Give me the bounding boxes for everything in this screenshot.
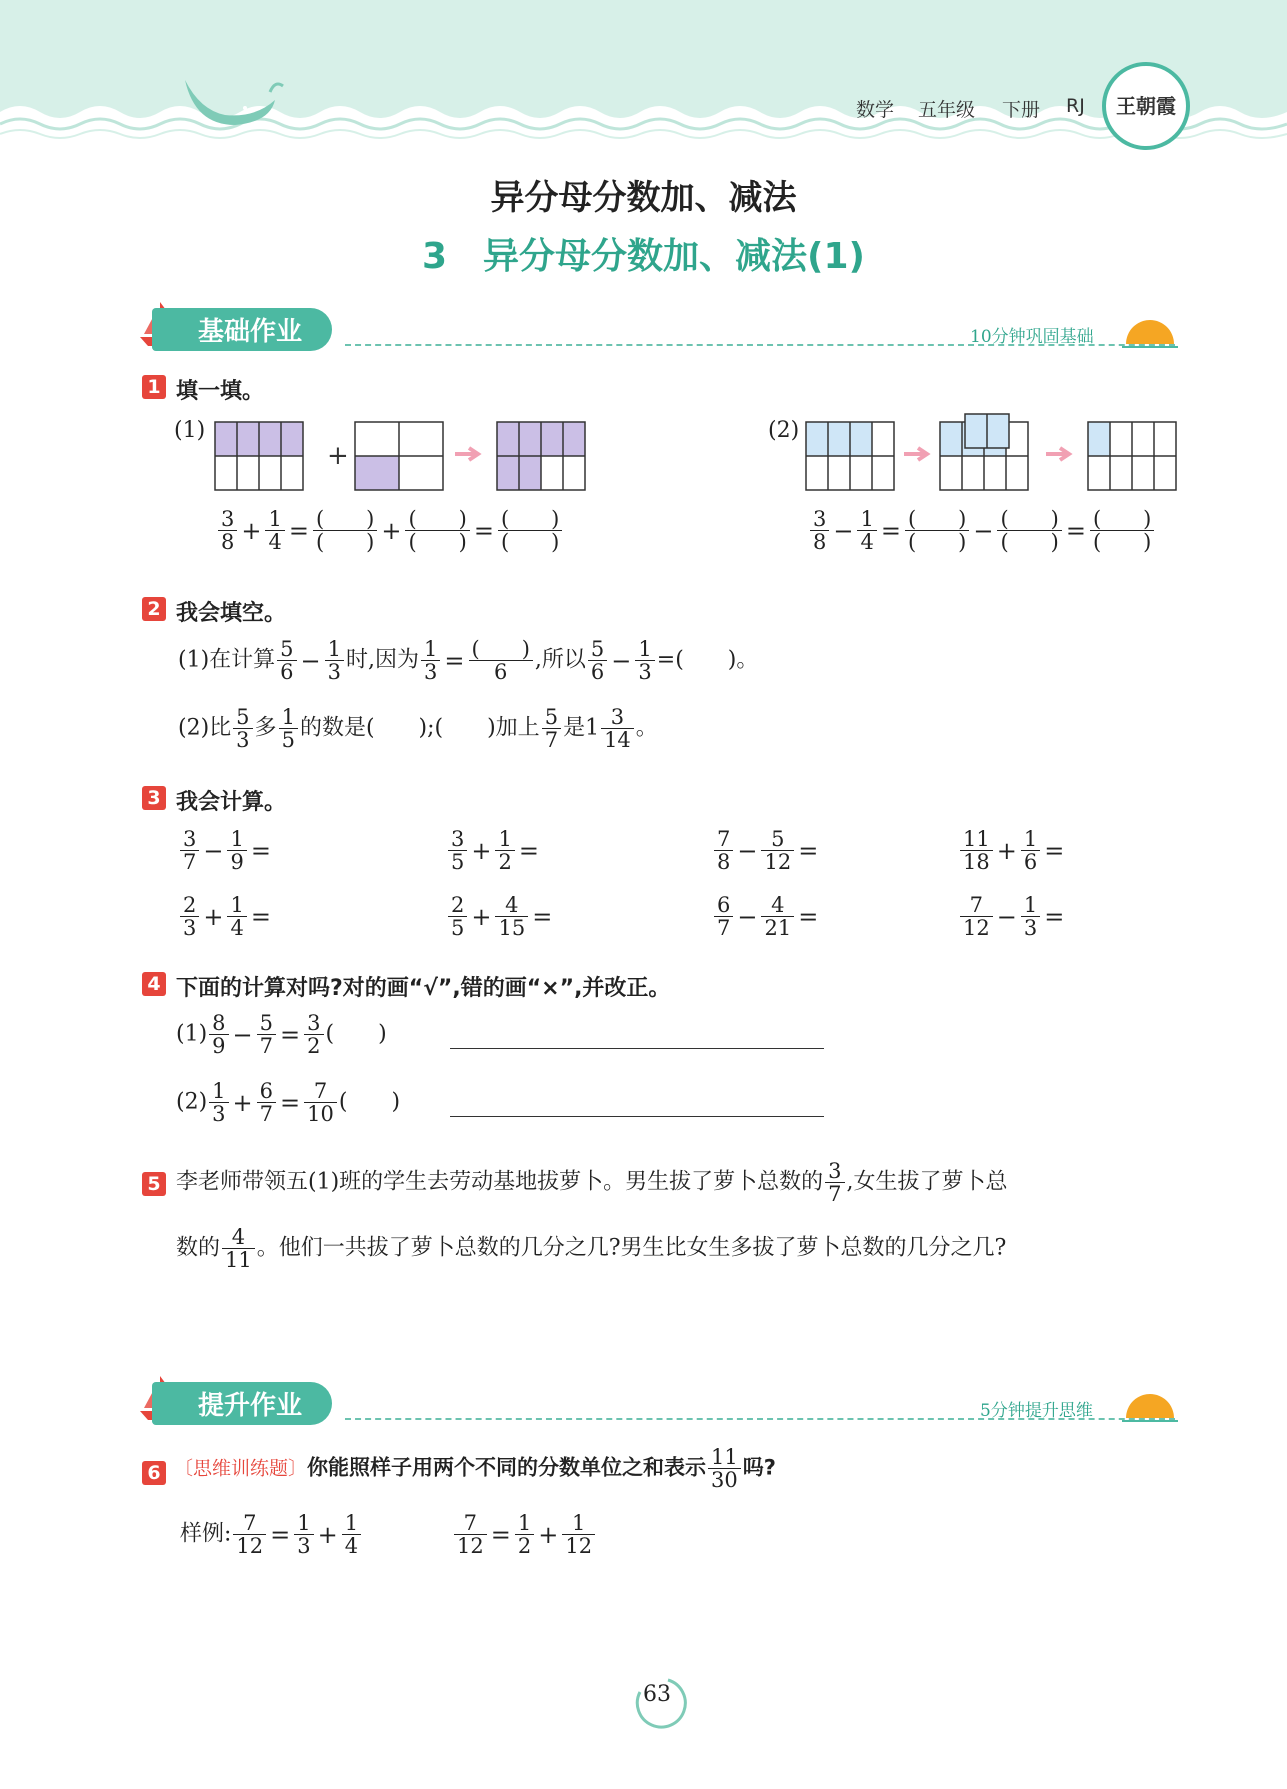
whale-icon	[175, 70, 285, 130]
q3-calc-item: $\frac{3}{7}$ − $\frac{1}{9}$ =	[178, 828, 273, 873]
check-blank[interactable]: ( )	[325, 1021, 387, 1047]
question-1-title: 填一填。	[176, 379, 265, 404]
volume-label: 下册	[1002, 99, 1041, 121]
question-3-title: 我会计算。	[176, 790, 287, 815]
question-4-number: 4	[142, 972, 166, 996]
q6-prompt: 〔思维训练题〕你能照样子用两个不同的分数单位之和表示 $\frac{11}{30}$ 吗?	[174, 1445, 776, 1493]
svg-text:+: +	[327, 441, 349, 471]
answer-blank[interactable]: ( ) ( )	[997, 508, 1061, 553]
question-2-title: 我会填空。	[176, 601, 287, 626]
q1-part1-diagram	[210, 418, 600, 492]
edition-label: RJ	[1066, 95, 1085, 117]
answer-blank[interactable]: ( ) 6	[469, 638, 533, 683]
question-3-number: 3	[142, 786, 166, 810]
q3-calc-item: $\frac{3}{5}$ + $\frac{1}{2}$ =	[446, 828, 541, 873]
q3-calc-item: $\frac{6}{7}$ − $\frac{4}{21}$ =	[712, 894, 820, 939]
q6-example-1: 样例: $\frac{7}{12}$ = $\frac{1}{3}$ + $\frac{1}{4}$	[180, 1512, 363, 1557]
page-title: 异分母分数加、减法	[490, 178, 797, 218]
section-basic-note: 10分钟巩固基础	[970, 327, 1094, 347]
check-blank[interactable]: ( )	[338, 1089, 401, 1115]
brand-logo: 王朝霞	[1102, 62, 1190, 150]
question-5-number: 5	[142, 1172, 166, 1196]
lesson-title: 3 异分母分数加、减法(1)	[421, 236, 865, 277]
q3-calc-item: $\frac{7}{8}$ − $\frac{5}{12}$ =	[712, 828, 820, 873]
q3-calc-item: $\frac{2}{5}$ + $\frac{4}{15}$ =	[446, 894, 554, 939]
section-basic-label: 基础作业	[152, 308, 332, 351]
q1-part1-label: (1)	[174, 418, 206, 443]
q1-part1-equation: $\frac{3}{8}$ + $\frac{1}{4}$ = ( ) ( ) + ( ) ( ) = ( ) ( )	[216, 508, 564, 553]
answer-blank[interactable]: ( ) ( )	[1090, 508, 1154, 553]
section-advanced-label: 提升作业	[152, 1382, 332, 1425]
question-2-number: 2	[142, 597, 166, 621]
grade-label: 五年级	[918, 99, 976, 121]
subject-label: 数学	[856, 99, 895, 121]
q1-part2-equation: $\frac{3}{8}$ − $\frac{1}{4}$ = ( ) ( ) − ( ) ( ) = ( ) ( )	[808, 508, 1156, 553]
q6-example-2: $\frac{7}{12}$ = $\frac{1}{2}$ + $\frac{1}{12}$	[452, 1512, 597, 1557]
sunset-icon	[1120, 1384, 1180, 1424]
q2-line-2: (2)比 $\frac{5}{3}$ 多 $\frac{1}{5}$ 的数是( );( )加上 $\frac{5}{7}$ 是1 $\frac{3}{14}$ 。	[178, 705, 658, 753]
q3-calc-item: $\frac{11}{18}$ + $\frac{1}{6}$ =	[958, 828, 1066, 873]
q5-text-line-2: 数的 $\frac{4}{11}$ 。他们一共拔了萝卜总数的几分之几?男生比女生多拔了萝卜总数的几分之几?	[176, 1225, 1007, 1273]
q2-line-1: (1)在计算 $\frac{5}{6}$ − $\frac{1}{3}$ 时,因为 $\frac{1}{3}$ = ( ) 6 ,所以 $\frac{5}{6}$ − $\frac{1}{3}$ =( )。	[178, 637, 759, 685]
q1-part2-diagram	[803, 410, 1188, 492]
question-4-title: 下面的计算对吗?对的画“√”,错的画“×”,并改正。	[176, 976, 671, 1001]
answer-blank[interactable]: ( ) ( )	[405, 508, 469, 553]
question-1-number: 1	[142, 375, 166, 399]
question-6-number: 6	[142, 1461, 166, 1485]
answer-blank[interactable]: ( ) ( )	[313, 508, 377, 553]
q3-calc-item: $\frac{2}{3}$ + $\frac{1}{4}$ =	[178, 894, 273, 939]
q6-tag: 〔思维训练题〕	[174, 1457, 308, 1480]
section-advanced-note: 5分钟提升思维	[980, 1401, 1093, 1421]
q4-item-2: (2) $\frac{1}{3}$ + $\frac{6}{7}$ = $\frac{7}{10}$ ( )	[176, 1079, 401, 1127]
page-number: 63	[643, 1682, 671, 1707]
correction-line[interactable]	[450, 1048, 824, 1049]
q5-text-line-1: 李老师带领五(1)班的学生去劳动基地拔萝卜。男生拔了萝卜总数的 $\frac{3}{7}$ ,女生拔了萝卜总	[176, 1159, 1008, 1207]
q4-item-1: (1) $\frac{8}{9}$ − $\frac{5}{7}$ = $\frac{3}{2}$ ( )	[176, 1011, 387, 1059]
correction-line[interactable]	[450, 1116, 824, 1117]
answer-blank[interactable]: ( ) ( )	[498, 508, 562, 553]
q1-part2-label: (2)	[768, 418, 800, 443]
q3-calc-item: $\frac{7}{12}$ − $\frac{1}{3}$ =	[958, 894, 1066, 939]
answer-blank[interactable]: ( ) ( )	[905, 508, 969, 553]
sunset-icon	[1120, 310, 1180, 350]
